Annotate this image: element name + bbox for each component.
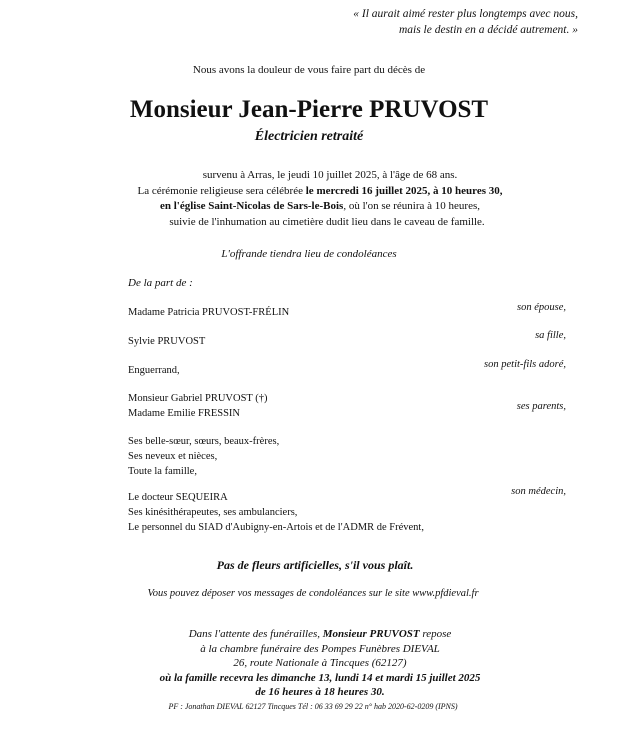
visiting-days: où la famille recevra les dimanche 13, lundi 14 et mardi 15 juillet 2025 <box>159 671 481 684</box>
family-entry <box>128 334 205 349</box>
family-entry-name: Ses neveux et nièces, <box>128 451 218 462</box>
meeting-time: , où l'on se réunira à 10 heures, <box>343 200 481 212</box>
from-label: De la part de : <box>128 277 193 289</box>
family-entry <box>128 363 180 378</box>
church-name: en l'église Saint-Nicolas de Sars-le-Bois <box>159 200 344 212</box>
family-role: sa fille, <box>535 330 566 341</box>
family-role: son petit-fils adoré, <box>484 359 566 370</box>
family-entry <box>128 434 279 479</box>
footer-credit: PF : Jonathan DIEVAL 62127 Tincques Tél : 06 33 69 29 22 n° hab 2020-62-0209 (IPNS) <box>168 702 458 711</box>
visiting-hours: de 16 heures à 18 heures 30. <box>255 686 385 698</box>
family-entry-name: Ses kinésithérapeutes, ses ambulanciers, <box>128 507 298 518</box>
quote-line-1: « Il aurait aimé rester plus longtemps avec nous, <box>353 8 578 20</box>
funeral-home-line-1 <box>22 627 618 642</box>
family-entry-name: Le personnel du SIAD d'Aubigny-en-Artois et de l'ADMR de Frévent, <box>128 522 424 533</box>
family-entry-name: Madame Patricia PRUVOST-FRÉLIN <box>128 307 290 318</box>
offering-note: L'offrande tiendra lieu de condoléances <box>221 248 397 260</box>
no-flowers-note: Pas de fleurs artificielles, s'il vous plaît. <box>216 558 414 572</box>
deceased-occupation: Électricien retraité <box>254 129 364 144</box>
family-role: ses parents, <box>516 401 566 412</box>
family-entry-name: Toute la famille, <box>128 466 197 477</box>
website-note: Vous pouvez déposer vos messages de condoléances sur le site www.pfdieval.fr <box>147 588 479 599</box>
death-details <box>0 168 618 230</box>
intro-text: Nous avons la douleur de vous faire part du décès de <box>192 64 426 76</box>
family-entry <box>128 391 268 421</box>
death-line: survenu à Arras, le jeudi 10 juillet 2025, à l'âge de 68 ans. <box>202 169 458 181</box>
ceremony-prefix: La cérémonie religieuse sera célébrée <box>137 184 306 197</box>
family-entry-name: Madame Emilie FRESSIN <box>128 408 240 419</box>
deceased-name: Monsieur Jean-Pierre PRUVOST <box>129 96 489 123</box>
funeral-home-line-1a: Dans l'attente des funérailles, <box>188 628 323 640</box>
family-entry-name: Monsieur Gabriel PRUVOST (†) <box>128 393 268 404</box>
burial-line: suivie de l'inhumation au cimetière dudit lieu dans le caveau de famille. <box>169 215 485 228</box>
church-line <box>0 199 618 215</box>
family-entry-name: Le docteur SEQUEIRA <box>128 492 228 503</box>
quote-line-2: mais le destin en a décidé autrement. » <box>398 24 578 36</box>
funeral-home-line-2: à la chambre funéraire des Pompes Funèbres DIEVAL <box>200 642 440 655</box>
family-role: son épouse, <box>517 302 566 313</box>
family-entry-name: Enguerrand, <box>128 365 180 376</box>
funeral-home-address: 26, route Nationale à Tincques (62127) <box>233 657 407 669</box>
family-entry <box>128 305 289 320</box>
ceremony-line <box>0 184 618 200</box>
family-entry <box>128 490 424 535</box>
family-entry-name: Sylvie PRUVOST <box>128 336 206 347</box>
funeral-home-info <box>0 627 618 700</box>
ceremony-date: le mercredi 16 juillet 2025, à 10 heures 30, <box>305 184 503 197</box>
family-role: son médecin, <box>511 486 566 497</box>
family-entry-name: Ses belle-sœur, sœurs, beaux-frères, <box>128 436 280 447</box>
epigraph-quote <box>353 6 578 38</box>
funeral-home-name: Monsieur PRUVOST <box>322 628 420 640</box>
funeral-home-line-1c: repose <box>419 628 452 640</box>
